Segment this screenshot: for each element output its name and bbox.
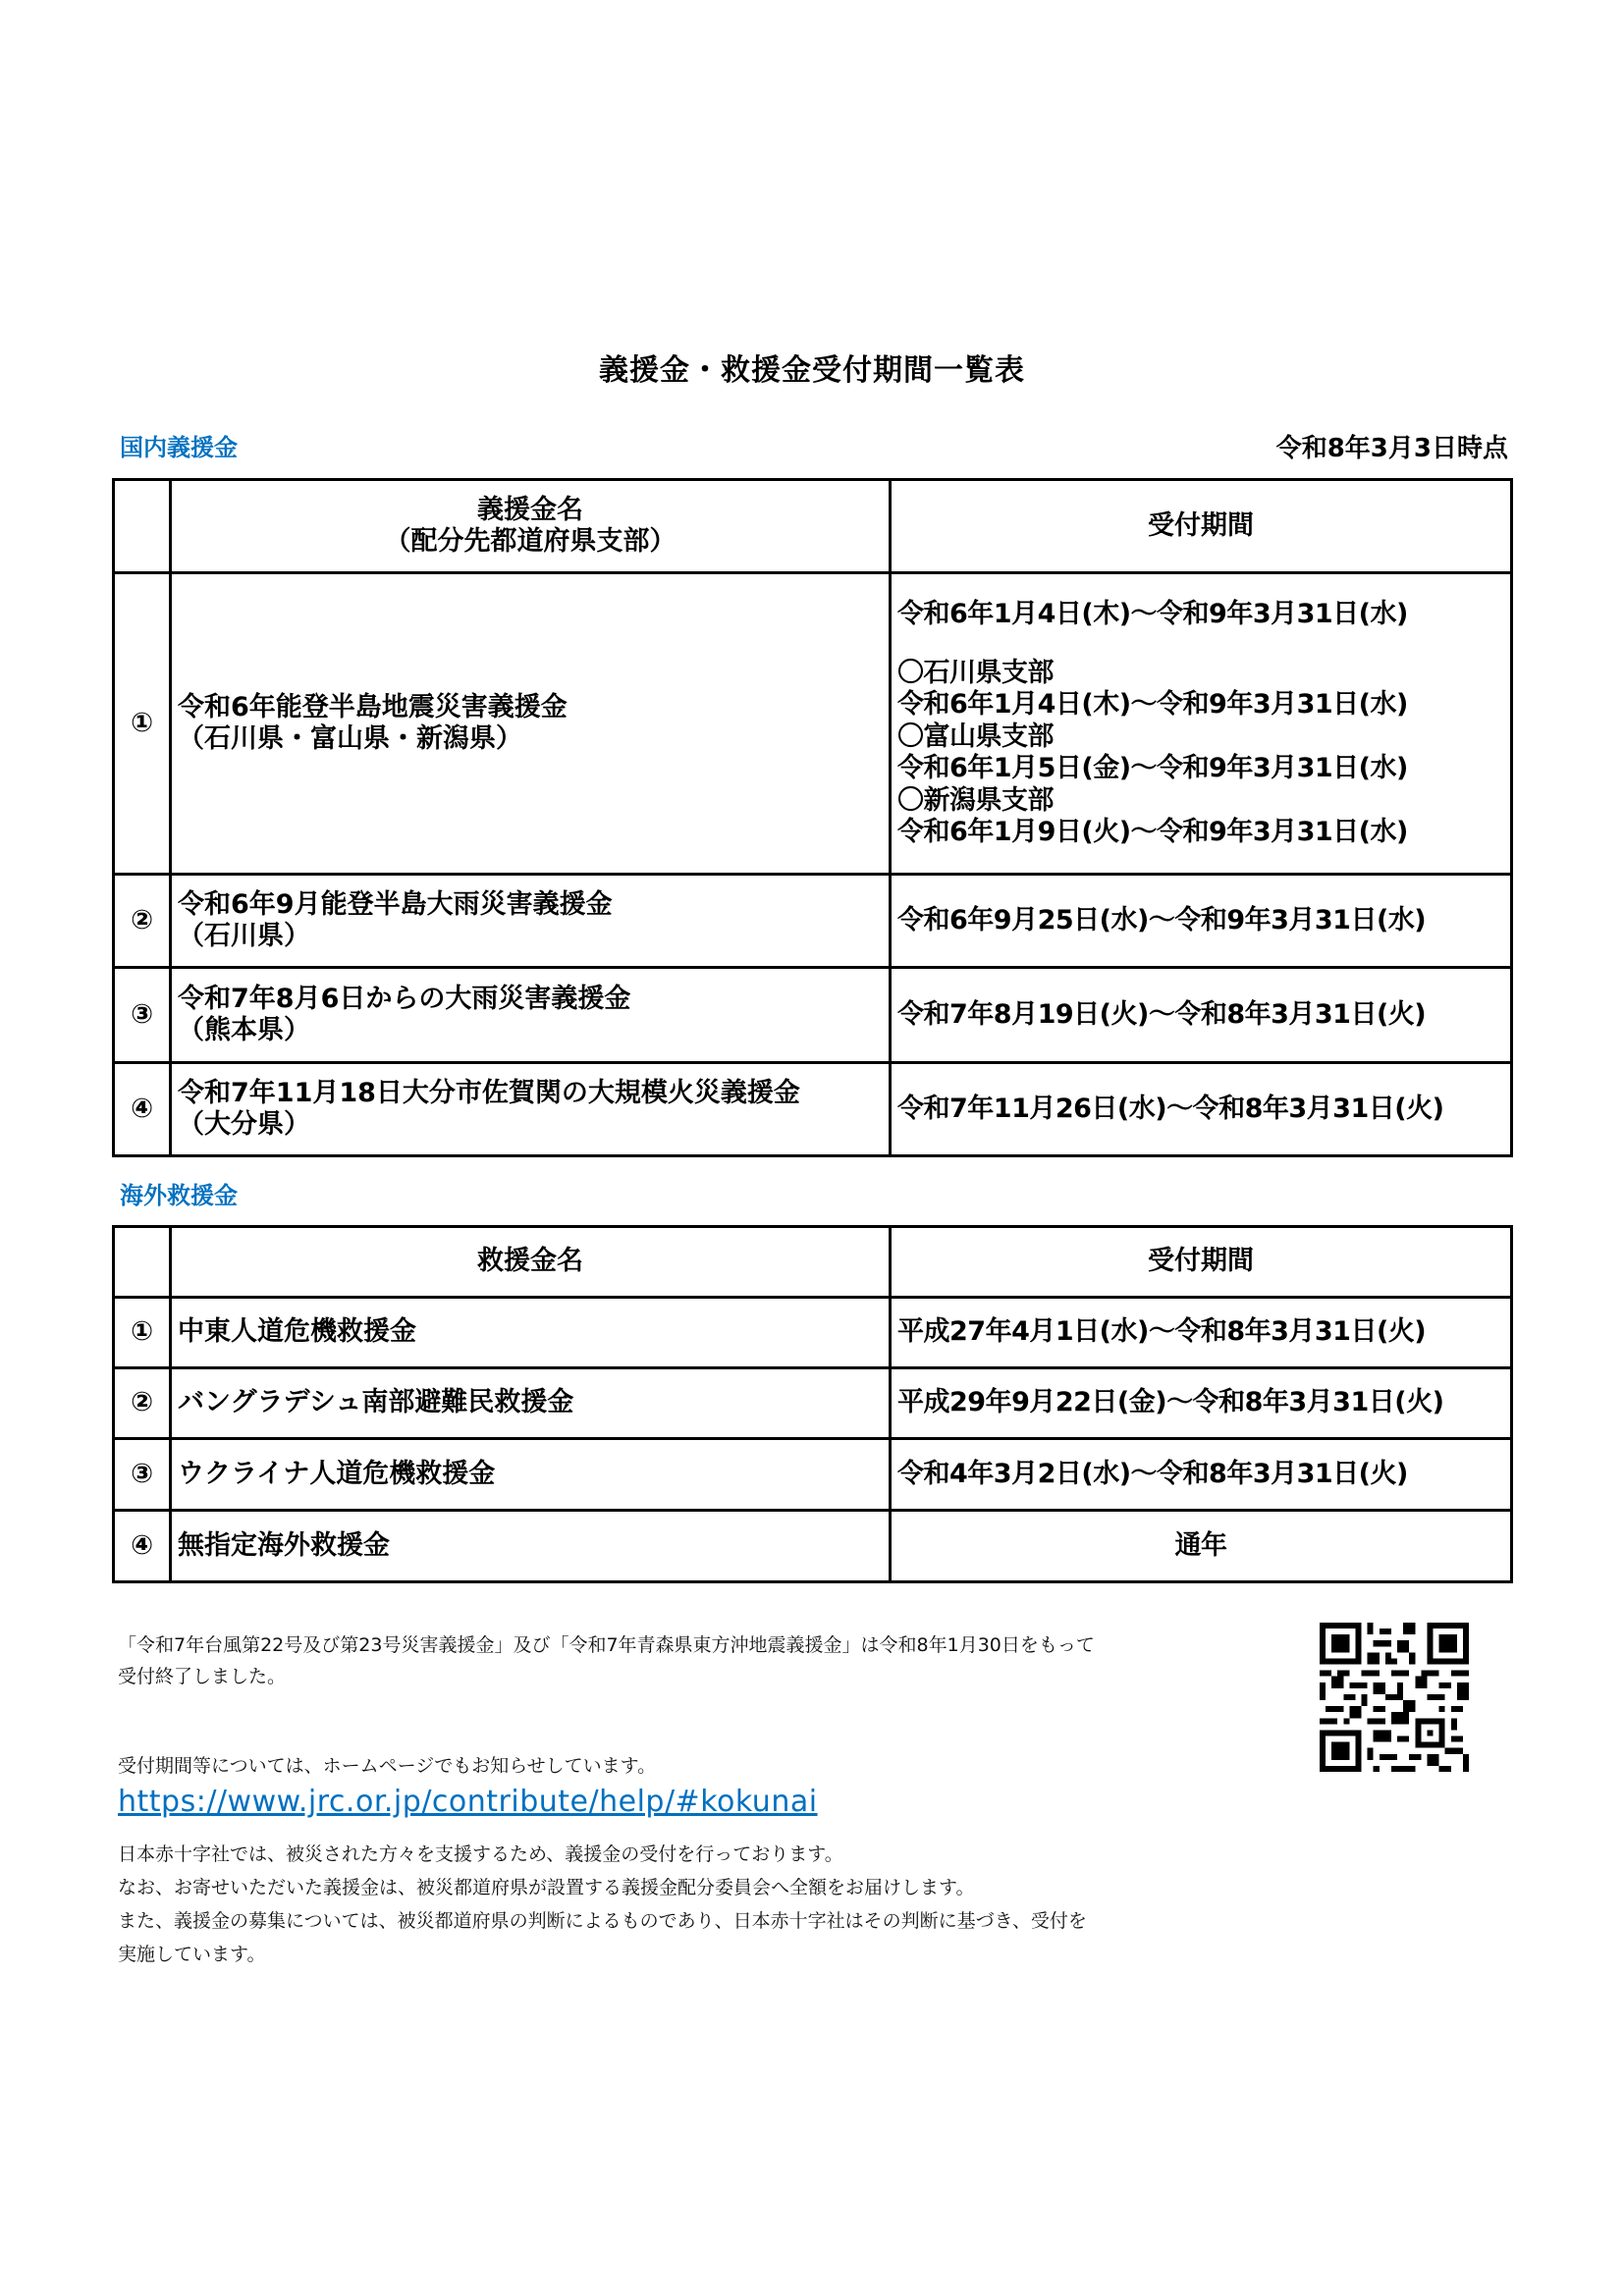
- closed-notice: [118, 1629, 1095, 1692]
- table-row: [114, 1511, 1512, 1582]
- branch-period: 令和6年1月9日(火)～令和9年3月31日(水): [897, 816, 1408, 847]
- donation-name-line2: （石川県）: [178, 921, 310, 951]
- homepage-notice: 受付期間等については、ホームページでもお知らせしています。: [118, 1755, 657, 1777]
- domestic-donations-table: [112, 478, 1513, 1157]
- header-num: [114, 480, 171, 573]
- header-name-line2: （配分先都道府県支部）: [384, 526, 677, 557]
- acceptance-period: 令和6年9月25日(水)～令和9年3月31日(水): [891, 875, 1512, 968]
- closed-notice-line2: 受付終了しました。: [118, 1666, 287, 1687]
- row-number: ①: [114, 573, 171, 875]
- domestic-section-label: 国内義援金: [120, 434, 238, 461]
- footer-line4: 実施しています。: [118, 1944, 266, 1965]
- homepage-link[interactable]: https://www.jrc.or.jp/contribute/help/#kokunai: [118, 1785, 818, 1819]
- donation-name: [171, 875, 891, 968]
- relief-fund-name: 中東人道危機救援金: [171, 1298, 891, 1368]
- donation-name: [171, 1063, 891, 1156]
- overseas-donations-table: [112, 1225, 1513, 1583]
- page-title: 義援金・救援金受付期間一覧表: [599, 353, 1025, 388]
- row-number: ③: [114, 1439, 171, 1511]
- closed-notice-line1: 「令和7年台風第22号及び第23号災害義援金」及び「令和7年青森県東方沖地震義援金」は令和8年1月30日をもって: [118, 1634, 1095, 1656]
- acceptance-period: 通年: [891, 1511, 1512, 1582]
- footer-line1: 日本赤十字社では、被災された方々を支援するため、義援金の受付を行っております。: [118, 1843, 843, 1865]
- donation-name-line1: 令和6年能登半島地震災害義援金: [178, 691, 568, 722]
- donation-name: [171, 573, 891, 875]
- acceptance-period: 平成29年9月22日(金)～令和8年3月31日(火): [891, 1368, 1512, 1439]
- donation-name-line2: （熊本県）: [178, 1015, 310, 1045]
- row-number: ①: [114, 1298, 171, 1368]
- table-row: [114, 875, 1512, 968]
- donation-name: [171, 968, 891, 1063]
- overseas-section-label: 海外救援金: [120, 1182, 238, 1209]
- row-number: ②: [114, 875, 171, 968]
- acceptance-period: 平成27年4月1日(水)～令和8年3月31日(火): [891, 1298, 1512, 1368]
- branch-label: 〇富山県支部: [897, 721, 1054, 752]
- table-row: [114, 1063, 1512, 1156]
- header-name: 救援金名: [171, 1227, 891, 1298]
- header-name-line1: 義援金名: [477, 494, 583, 525]
- row-number: ④: [114, 1063, 171, 1156]
- table-row: [114, 1439, 1512, 1511]
- donation-name-line1: 令和7年11月18日大分市佐賀関の大規模火災義援金: [178, 1077, 800, 1108]
- relief-fund-name: ウクライナ人道危機救援金: [171, 1439, 891, 1511]
- table-row: [114, 573, 1512, 875]
- header-period: 受付期間: [891, 1227, 1512, 1298]
- acceptance-period: 令和4年3月2日(水)～令和8年3月31日(火): [891, 1439, 1512, 1511]
- table-row: [114, 1368, 1512, 1439]
- donation-name-line1: 令和6年9月能登半島大雨災害義援金: [178, 888, 613, 920]
- branch-period: 令和6年1月5日(金)～令和9年3月31日(水): [897, 753, 1408, 784]
- header-name: [171, 480, 891, 573]
- header-period: 受付期間: [891, 480, 1512, 573]
- row-number: ③: [114, 968, 171, 1063]
- period-main: 令和6年1月4日(木)～令和9年3月31日(水): [897, 598, 1408, 629]
- acceptance-period: 令和7年11月26日(水)～令和8年3月31日(火): [891, 1063, 1512, 1156]
- footer-line2: なお、お寄せいただいた義援金は、被災都道府県が設置する義援金配分委員会へ全額をお届けします。: [118, 1877, 975, 1898]
- header-num: [114, 1227, 171, 1298]
- branch-period: 令和6年1月4日(木)～令和9年3月31日(水): [897, 689, 1408, 721]
- table-row: [114, 968, 1512, 1063]
- relief-fund-name: バングラデシュ南部避難民救援金: [171, 1368, 891, 1439]
- table-row: [114, 1298, 1512, 1368]
- qr-code[interactable]: [1320, 1623, 1469, 1772]
- donation-name-line2: （大分県）: [178, 1109, 310, 1140]
- footer-text: [118, 1838, 1087, 1971]
- relief-fund-name: 無指定海外救援金: [171, 1511, 891, 1582]
- row-number: ④: [114, 1511, 171, 1582]
- footer-line3: また、義援金の募集については、被災都道府県の判断によるものであり、日本赤十字社はその判断に基づき、受付を: [118, 1910, 1087, 1932]
- row-number: ②: [114, 1368, 171, 1439]
- acceptance-period: 令和7年8月19日(火)～令和8年3月31日(火): [891, 968, 1512, 1063]
- donation-name-line2: （石川県・富山県・新潟県）: [178, 723, 522, 754]
- branch-label: 〇新潟県支部: [897, 784, 1054, 816]
- table-header-row: [114, 1227, 1512, 1298]
- donation-name-line1: 令和7年8月6日からの大雨災害義援金: [178, 983, 631, 1014]
- as-of-date: 令和8年3月3日時点: [1275, 434, 1508, 463]
- branch-label: 〇石川県支部: [897, 658, 1054, 689]
- acceptance-period: [891, 573, 1512, 875]
- table-header-row: [114, 480, 1512, 573]
